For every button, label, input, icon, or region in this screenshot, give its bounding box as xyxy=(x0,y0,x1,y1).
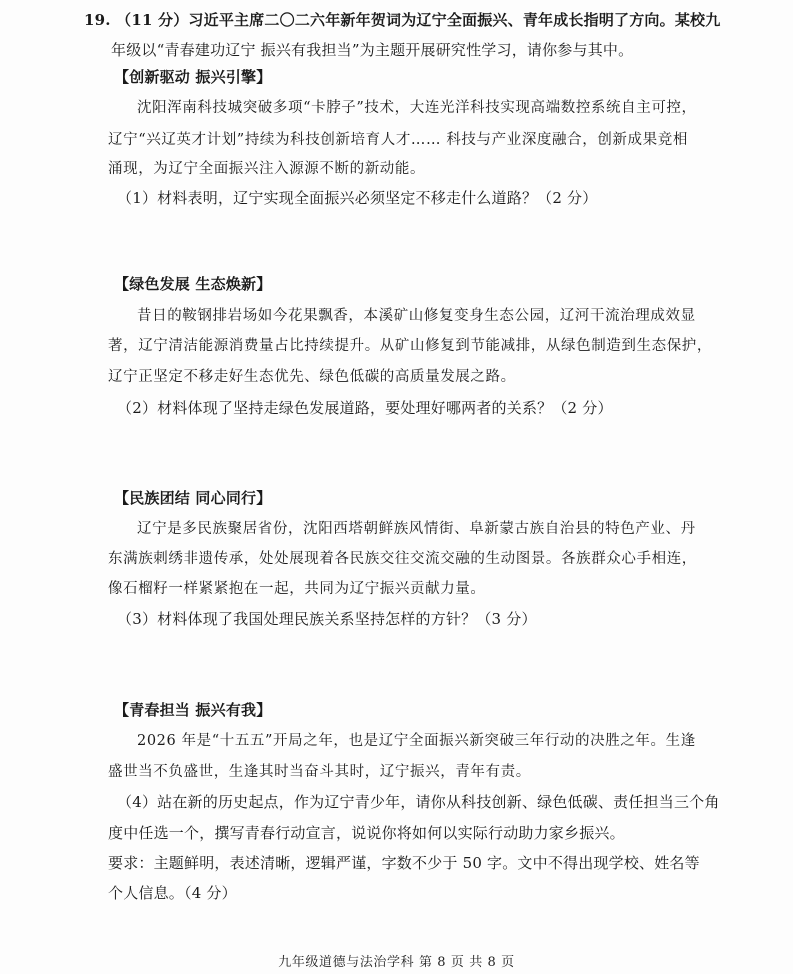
section-2-material-line2: 著，辽宁清洁能源消费量占比持续提升。从矿山修复到节能减排，从绿色制造到生态保护， xyxy=(108,338,712,354)
section-2-material-line1: 昔日的鞍钢排岩场如今花果飘香，本溪矿山修复变身生态公园，辽河干流治理成效显 xyxy=(137,308,696,324)
question-19-stem-line1: 19. （11 分）习近平主席二〇二六年新年贺词为辽宁全面振兴、青年成长指明了方向。某校九 xyxy=(84,11,721,29)
section-3-material-line2: 东满族刺绣非遗传承，处处展现着各民族交往交流交融的生动图景。各族群众心手相连， xyxy=(108,551,697,567)
section-3-material-line1: 辽宁是多民族聚居省份，沈阳西塔朝鲜族风情街、阜新蒙古族自治县的特色产业、丹 xyxy=(137,521,696,537)
section-1-material-line1: 沈阳浑南科技城突破多项“卡脖子”技术，大连光洋科技实现高端数控系统自主可控， xyxy=(137,100,697,116)
section-4-question: （4）站在新的历史起点，作为辽宁青少年，请你从科技创新、绿色低碳、责任担当三个角 xyxy=(117,793,720,811)
section-3-question: （3）材料体现了我国处理民族关系坚持怎样的方针？（3 分） xyxy=(117,610,537,628)
section-4-requirement-cont: 个人信息。（4 分） xyxy=(108,884,237,902)
section-1-material-line2: 辽宁“兴辽英才计划”持续为科技创新培育人才…… 科技与产业深度融合，创新成果竞相 xyxy=(108,132,688,148)
section-2-question: （2）材料体现了坚持走绿色发展道路，要处理好哪两者的关系？（2 分） xyxy=(117,399,613,417)
section-4-material-line2: 盛世当不负盛世，生逢其时当奋斗其时，辽宁振兴，青年有责。 xyxy=(108,764,531,780)
section-4-material-line1: 2026 年是“十五五”开局之年，也是辽宁全面振兴新突破三年行动的决胜之年。生逢 xyxy=(137,733,696,749)
section-4-question-cont: 度中任选一个，撰写青春行动宣言，说说你将如何以实际行动助力家乡振兴。 xyxy=(108,824,625,842)
section-3-header: 【民族团结 同心同行】 xyxy=(114,489,272,507)
page-footer: 九年级道德与法治学科 第 8 页 共 8 页 xyxy=(278,955,515,970)
section-4-requirement: 要求：主题鲜明，表述清晰，逻辑严谨，字数不少于 50 字。文中不得出现学校、姓名等 xyxy=(108,854,700,872)
section-1-header: 【创新驱动 振兴引擎】 xyxy=(114,68,272,86)
section-1-question: （1）材料表明，辽宁实现全面振兴必须坚定不移走什么道路？（2 分） xyxy=(117,189,598,207)
section-3-material-line3: 像石榴籽一样紧紧抱在一起，共同为辽宁振兴贡献力量。 xyxy=(108,581,486,597)
question-19-stem-line2: 年级以“青春建功辽宁 振兴有我担当”为主题开展研究性学习，请你参与其中。 xyxy=(111,41,634,59)
section-2-header: 【绿色发展 生态焕新】 xyxy=(114,275,272,293)
section-2-material-line3: 辽宁正坚定不移走好生态优先、绿色低碳的高质量发展之路。 xyxy=(108,369,516,385)
section-1-material-line3: 涌现，为辽宁全面振兴注入源源不断的新动能。 xyxy=(108,161,426,177)
section-4-header: 【青春担当 振兴有我】 xyxy=(114,701,272,719)
